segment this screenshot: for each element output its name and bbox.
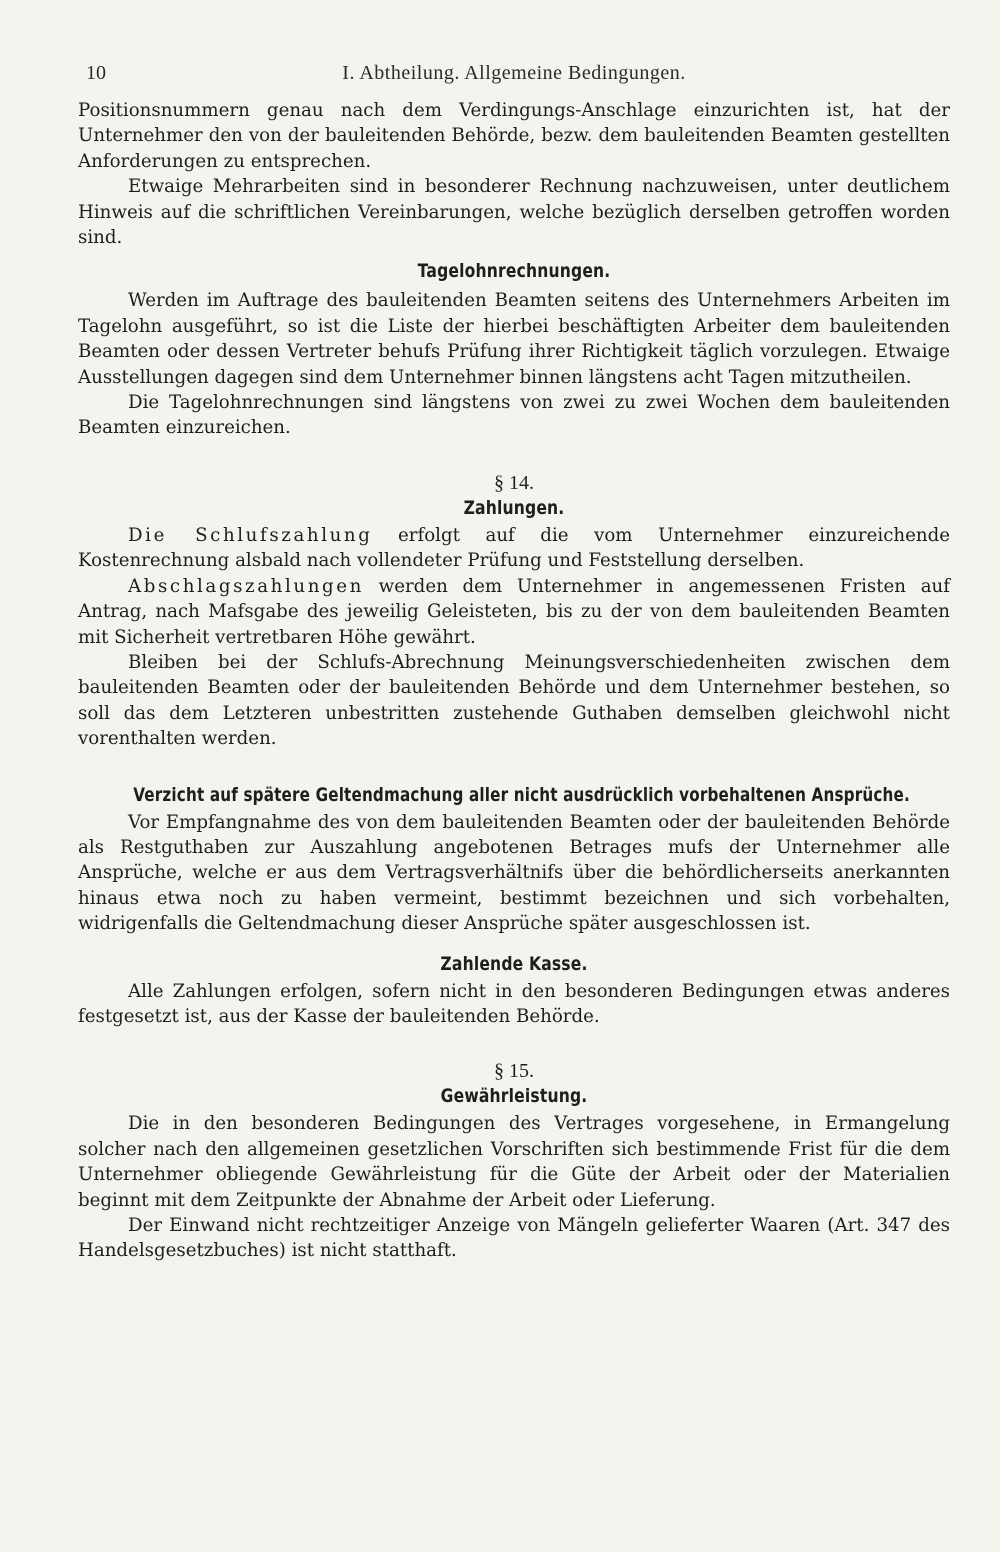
paragraph-tagelohn-liste: Werden im Auftrage des bauleitenden Beamten seitens des Unternehmers Arbeiten im Tagelohn ausgeführt, so ist die Liste der hierbei beschäftigten Arbeiter dem bauleitenden Beamten oder dessen Vertreter behufs Prüfung ihrer Richtigkeit täglich vorzulegen. Etwaige Ausstellungen dagegen sind dem Unternehmer binnen längstens acht Tagen mitzutheilen. — [78, 290, 950, 388]
paragraph-mehrarbeiten: Etwaige Mehrarbeiten sind in besonderer Rechnung nachzuweisen, unter deutlichem Hinweis auf die schriftlichen Vereinbarungen, welche bezüglich derselben getroffen worden sind. — [78, 176, 950, 249]
paragraph-schlusszahlung-text: erfolgt auf die vom Unternehmer einzureichende Kostenrechnung alsbald nach vollendeter Prüfung und Feststellung derselben. — [78, 524, 950, 572]
running-title: I. Abtheilung. Allgemeine Bedingungen. — [342, 62, 686, 84]
heading-zahlende-kasse: Zahlende Kasse. — [440, 952, 588, 975]
paragraph-positionsnummern: Positionsnummern genau nach dem Verdingungs-Anschlage einzurichten ist, hat der Unternehmer den von der bauleitenden Behörde, bezw. dem bauleitenden Beamten gestellten Anforderungen zu entsprechen. — [78, 100, 950, 172]
paragraph-kasse: Alle Zahlungen erfolgen, sofern nicht in den besonderen Bedingungen etwas anderes festgesetzt ist, aus der Kasse der bauleitenden Behörde. — [78, 980, 950, 1027]
section-number-14: § 14. — [494, 471, 534, 494]
paragraph-schluss-abrechnung: Bleiben bei der Schlufs-Abrechnung Meinungsverschiedenheiten zwischen dem bauleitenden Beamten oder der bauleitenden Behörde und dem Unternehmer bestehen, so soll das dem Letzteren unbestritten zustehende Guthaben demselben gleichwohl nicht vorenthalten werden. — [78, 651, 950, 750]
document-page — [78, 56, 950, 1264]
paragraph-restguthaben: Vor Empfangnahme des von dem bauleitenden Beamten oder der bauleitenden Behörde als Restguthaben zur Auszahlung angebotenen Betrages mufs der Unternehmer alle Ansprüche, welche er aus dem Vertragsverhältnifs über die behördlicherseits anerkannten hinaus etwa noch zu haben vermeint, bestimmt bezeichnen und sich vorbehalten, widrigenfalls die Geltendmachung dieser Ansprüche später ausgeschlossen ist. — [78, 811, 950, 935]
heading-zahlungen: Zahlungen. — [463, 496, 565, 519]
heading-verzicht: Verzicht auf spätere Geltendmachung aller nicht ausdrücklich vorbehaltenen Ansprüche. — [133, 783, 910, 806]
paragraph-einwand: Der Einwand nicht rechtzeitiger Anzeige von Mängeln gelieferter Waaren (Art. 347 des Handelsgesetzbuches) ist nicht statthaft. — [78, 1215, 950, 1262]
heading-tagelohnrechnungen: Tagelohnrechnungen. — [417, 260, 611, 283]
paragraph-abschlagszahlungen-text: werden dem Unternehmer in angemessenen Fristen auf Antrag, nach Mafsgabe des jeweilig Geleisteten, bis zu der von dem bauleitenden Beamten mit Sicherheit vertretbaren Höhe gewährt. — [78, 575, 950, 648]
heading-gewaehrleistung: Gewährleistung. — [440, 1085, 588, 1108]
section-number-15: § 15. — [494, 1060, 534, 1083]
paragraph-schlusszahlung — [78, 523, 950, 574]
page-number: 10 — [86, 62, 106, 84]
paragraph-tagelohn-einreichen: Die Tagelohnrechnungen sind längstens von zwei zu zwei Wochen dem bauleitenden Beamten einzureichen. — [78, 392, 950, 439]
paragraph-abschlagszahlungen — [78, 574, 950, 650]
running-header — [78, 56, 950, 90]
paragraph-gewaehrleistung-frist: Die in den besonderen Bedingungen des Vertrages vorgesehene, in Ermangelung solcher nach den allgemeinen gesetzlichen Vorschriften sich bestimmende Frist für die dem Unternehmer obliegende Gewährleistung für die Güte der Arbeit oder der Materialien beginnt mit dem Zeitpunkte der Abnahme der Arbeit oder Lieferung. — [78, 1113, 950, 1211]
term-abschlagszahlungen: Abschlagszahlungen — [128, 575, 364, 597]
term-schlusszahlung: Die Schlufszahlung — [128, 524, 373, 546]
